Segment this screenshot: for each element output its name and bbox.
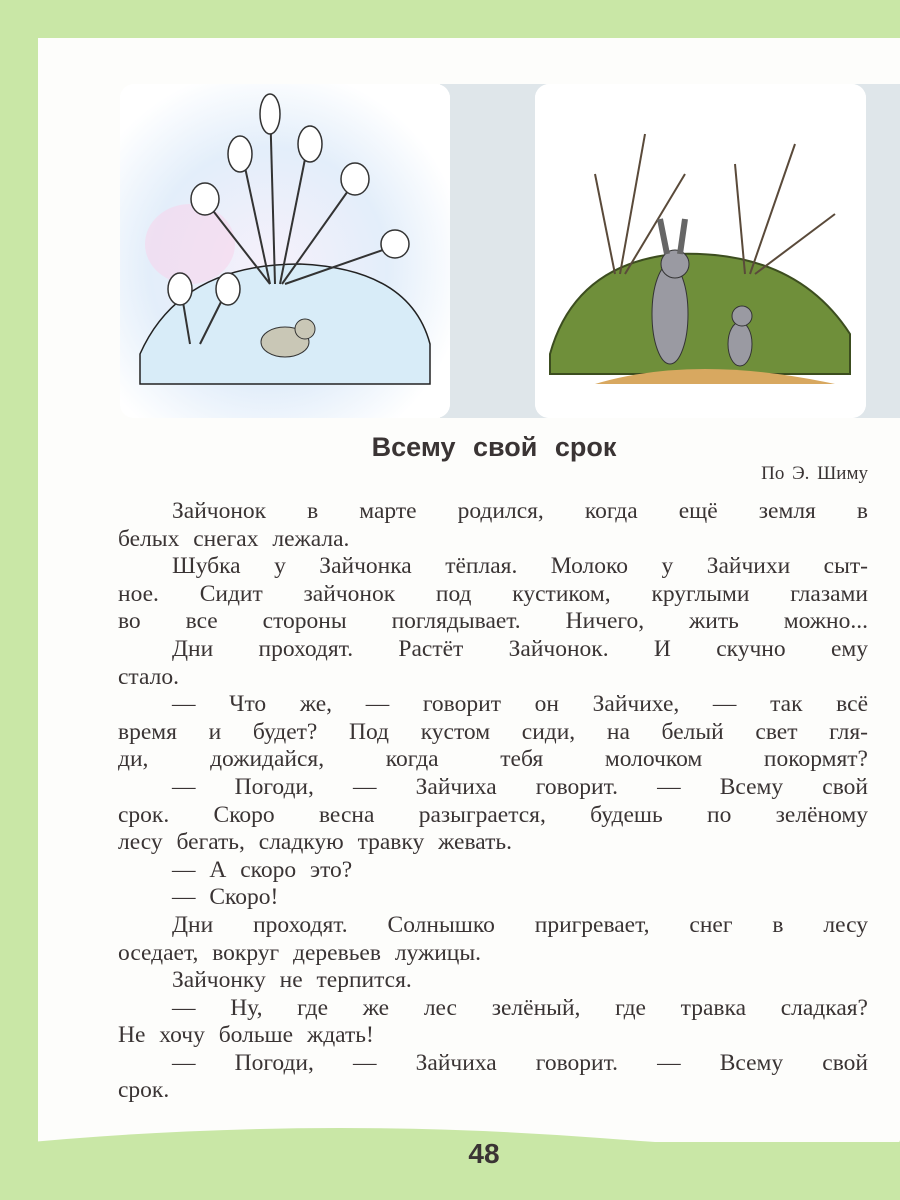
- story-author: По Э. Шиму: [761, 463, 868, 484]
- illustration-spring: [535, 84, 866, 418]
- text-line: — Ну, где же лес зелёный, где травка сладкая?: [172, 994, 868, 1021]
- text-line: оседает, вокруг деревьев лужицы.: [118, 939, 482, 966]
- story-title: Всему свой срок: [371, 432, 617, 462]
- text-line: лесу бегать, сладкую травку жевать.: [118, 829, 512, 856]
- text-line: — Скоро!: [172, 884, 279, 911]
- illustration-winter: [120, 84, 450, 418]
- text-line: ное. Сидит зайчонок под кустиком, круглыми глазами: [118, 580, 868, 607]
- text-line: Дни проходят. Солнышко пригревает, снег в лесу: [172, 911, 868, 938]
- text-line: Зайчонок в марте родился, когда ещё земля в: [172, 498, 868, 524]
- text-line: ди, дожидайся, когда тебя молочком покормят?: [118, 746, 868, 773]
- text-line: — Погоди, — Зайчиха говорит. — Всему свой: [172, 773, 868, 800]
- text-line: стало.: [118, 663, 179, 690]
- text-line: Дни проходят. Растёт Зайчонок. И скучно ему: [172, 635, 868, 662]
- text-line: Шубка у Зайчонка тёплая. Молоко у Зайчихи сыт-: [172, 553, 868, 580]
- text-line: — А скоро это?: [172, 856, 353, 883]
- text-line: во все стороны поглядывает. Ничего, жить можно...: [118, 608, 868, 635]
- text-line: Не хочу больше ждать!: [118, 1022, 374, 1049]
- text-line: время и будет? Под кустом сиди, на белый свет гля-: [118, 718, 868, 745]
- text-line: срок. Скоро весна разыграется, будешь по зелёному: [118, 801, 868, 828]
- page-number: 48: [468, 1138, 500, 1169]
- text-line: — Что же, — говорит он Зайчихе, — так всё: [172, 691, 868, 718]
- story-text: [118, 498, 868, 1105]
- text-line: Зайчонку не терпится.: [172, 967, 412, 994]
- spring-hill-illustration: [535, 84, 866, 418]
- text-line: срок.: [118, 1077, 170, 1104]
- winter-bush-illustration: [120, 84, 450, 418]
- text-line: белых снегах лежала.: [118, 525, 350, 552]
- text-line: — Погоди, — Зайчиха говорит. — Всему свой: [172, 1049, 868, 1076]
